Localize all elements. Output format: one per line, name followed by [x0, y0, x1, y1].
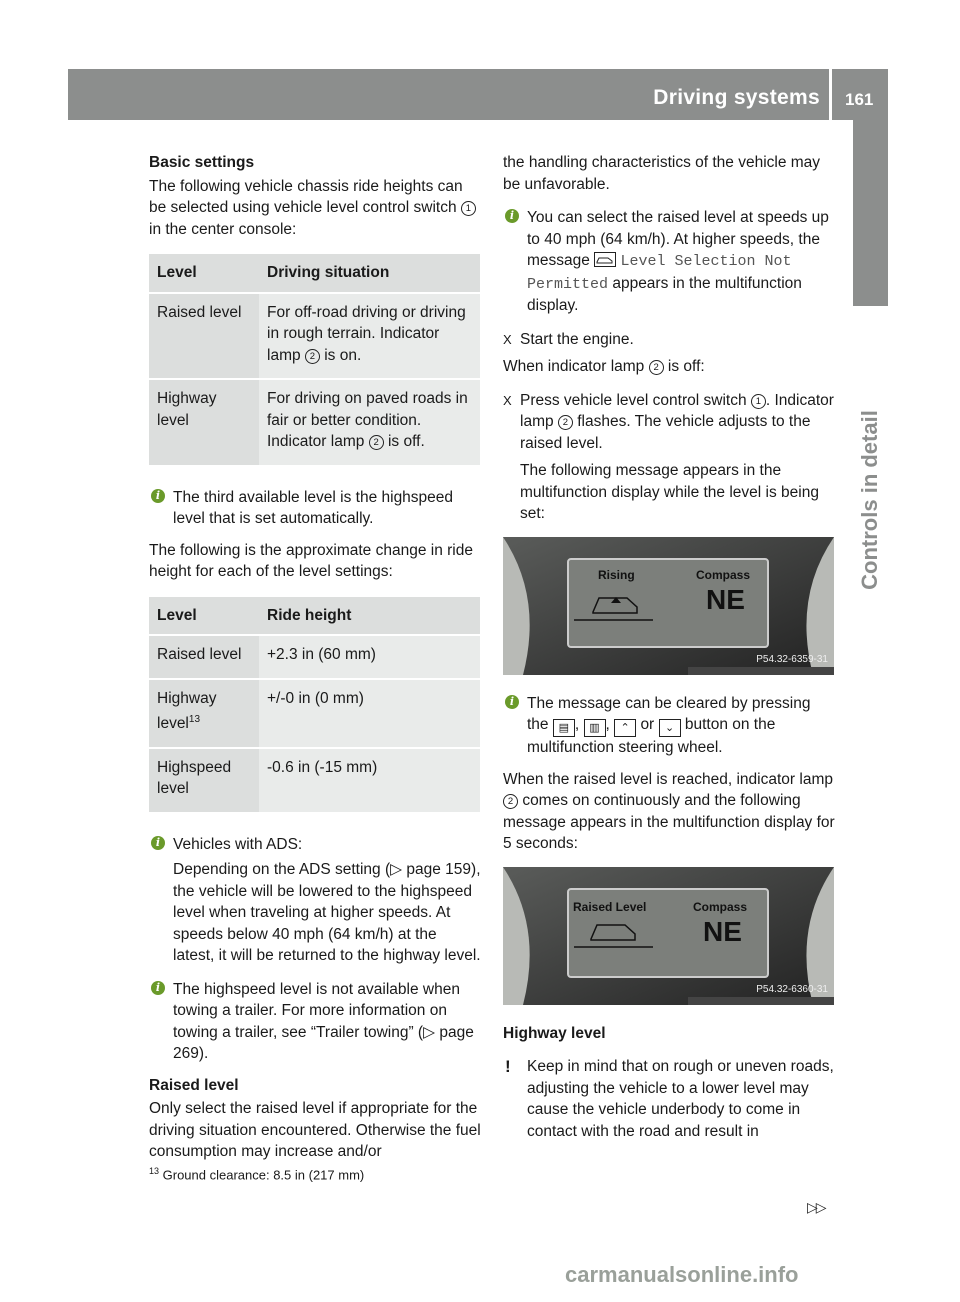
step-arrow-icon: X — [503, 331, 512, 347]
table-row — [149, 378, 480, 465]
table-row — [149, 634, 480, 678]
table-cell: -0.6 in (-15 mm) — [259, 747, 480, 812]
side-tab — [853, 120, 888, 306]
driving-situation-table — [149, 254, 480, 465]
continued-text: the handling characteristics of the vehicle may be unfavorable. — [503, 154, 821, 193]
ride-height-intro: The following is the approximate change in ride height for each of the level settings: — [149, 541, 473, 580]
page-ref-icon: ▷ — [390, 861, 403, 879]
raised-level-heading: Raised level — [149, 1076, 239, 1094]
vehicle-level-icon — [594, 252, 616, 267]
section-label: Controls in detail — [857, 410, 882, 590]
table-header: Level — [149, 254, 259, 292]
continued-arrow-icon: ▷▷ — [807, 1199, 825, 1215]
menu-right-button-icon: ▥ — [584, 719, 606, 737]
warning-note: ! Keep in mind that on rough or uneven roads, adjusting the vehicle to a lower level may cause the vehicle underbody to come in contact with the road and result in — [505, 1057, 834, 1140]
display-label-right: Compass — [693, 899, 748, 914]
display-message: Level Selection Not Permitted — [527, 253, 792, 293]
info-note: i Vehicles with ADS: Depending on the ADS setting (▷ page 159), the vehicle will be lowered to the highspeed level when traveling at higher speeds. At speeds below 40 mph (64 km/h) at the latest, it will be returned to the highway level. — [149, 834, 481, 967]
info-icon: i — [505, 209, 519, 223]
warning-icon: ! — [505, 1057, 511, 1076]
info-icon: i — [151, 981, 165, 995]
compass-heading: NE — [703, 915, 742, 947]
info-icon: i — [151, 489, 165, 503]
table-cell: Highspeed level — [149, 747, 259, 812]
step-item: X Press vehicle level control switch 1 . Indicator lamp 2 flashes. The vehicle adjusts to the raised level. The following message appears in the multifunction display while the level is being set: — [503, 391, 834, 522]
header-divider — [829, 69, 832, 120]
marker-2-icon: 2 — [503, 794, 518, 809]
basic-settings-intro: The following vehicle chassis ride heights can be selected using vehicle level control switch 1 in the center console: — [149, 176, 481, 241]
display-photo-rising — [503, 537, 834, 675]
info-note: i You can select the raised level at speeds up to 40 mph (64 km/h). At higher speeds, the message Level Selection Not Permitted appears in the multifunction display. — [503, 207, 835, 317]
marker-2-icon: 2 — [305, 349, 320, 364]
basic-settings-heading: Basic settings — [149, 154, 255, 171]
watermark: carmanualsonline.info — [565, 1262, 799, 1287]
condition-text: When indicator lamp 2 is off: — [503, 358, 705, 375]
display-label-left: Rising — [598, 567, 635, 582]
info-note: i The highspeed level is not available when towing a trailer. For more information on towing a trailer, see “Trailer towing” (▷ page 269). — [149, 979, 481, 1065]
marker-2-icon: 2 — [558, 415, 573, 430]
page-ref-icon: ▷ — [423, 1023, 436, 1041]
table-header: Ride height — [259, 597, 480, 635]
marker-2-icon: 2 — [649, 360, 664, 375]
table-cell: +/-0 in (0 mm) — [259, 678, 480, 747]
up-button-icon: ⌃ — [614, 719, 636, 737]
highway-level-heading: Highway level — [503, 1024, 606, 1042]
marker-1-icon: 1 — [461, 201, 476, 216]
page-title: Driving systems — [653, 86, 820, 109]
info-icon: i — [505, 695, 519, 709]
table-row — [149, 747, 480, 812]
table-header: Level — [149, 597, 259, 635]
table-header: Driving situation — [259, 254, 480, 292]
info-note: i The message can be cleared by pressing the ▤ , ▥ , ⌃ or ⌄ button on the multifunction steering wheel. — [503, 693, 835, 759]
right-column — [503, 152, 835, 1150]
table-row — [149, 678, 480, 747]
raised-level-text: Only select the raised level if appropriate for the driving situation encountered. Otherwise the fuel consumption may increase and/or — [149, 1100, 481, 1161]
info-icon: i — [151, 836, 165, 850]
info-note: i The third available level is the highspeed level that is set automatically. — [149, 487, 481, 530]
footnote: $^{13}$ Ground clearance: 8.5 in (217 mm) — [149, 1166, 365, 1183]
ride-height-table — [149, 597, 480, 812]
image-code: P54.32-6360-31 — [756, 984, 828, 995]
page-number: 161 — [845, 90, 874, 109]
table-cell: For off-road driving or driving in rough terrain. Indicator lamp 2 is on. — [259, 292, 480, 379]
left-column — [149, 152, 481, 1173]
step-item: X Start the engine. — [503, 329, 835, 351]
table-cell: Highway level — [149, 378, 259, 465]
table-cell: +2.3 in (60 mm) — [259, 634, 480, 678]
raised-reached-text: When the raised level is reached, indicator lamp 2 comes on continuously and the following message appears in the multifunction display for 5 seconds: — [503, 770, 835, 852]
table-cell: Raised level — [149, 292, 259, 379]
table-cell: Raised level — [149, 634, 259, 678]
display-photo-raised-level — [503, 867, 834, 1005]
display-label-left: Raised Level — [573, 899, 647, 914]
table-row — [149, 292, 480, 379]
table-cell: Highway level$^{13}$ — [149, 678, 259, 747]
compass-heading: NE — [706, 583, 745, 615]
menu-left-button-icon: ▤ — [553, 719, 575, 737]
image-code: P54.32-6359-31 — [756, 654, 828, 665]
marker-1-icon: 1 — [751, 394, 766, 409]
down-button-icon: ⌄ — [659, 719, 681, 737]
table-cell: For driving on paved roads in fair or better condition. Indicator lamp 2 is off. — [259, 378, 480, 465]
step-arrow-icon: X — [503, 392, 512, 408]
footnote-ref: 13 — [188, 714, 201, 725]
display-label-right: Compass — [696, 567, 751, 582]
marker-2-icon: 2 — [369, 435, 384, 450]
